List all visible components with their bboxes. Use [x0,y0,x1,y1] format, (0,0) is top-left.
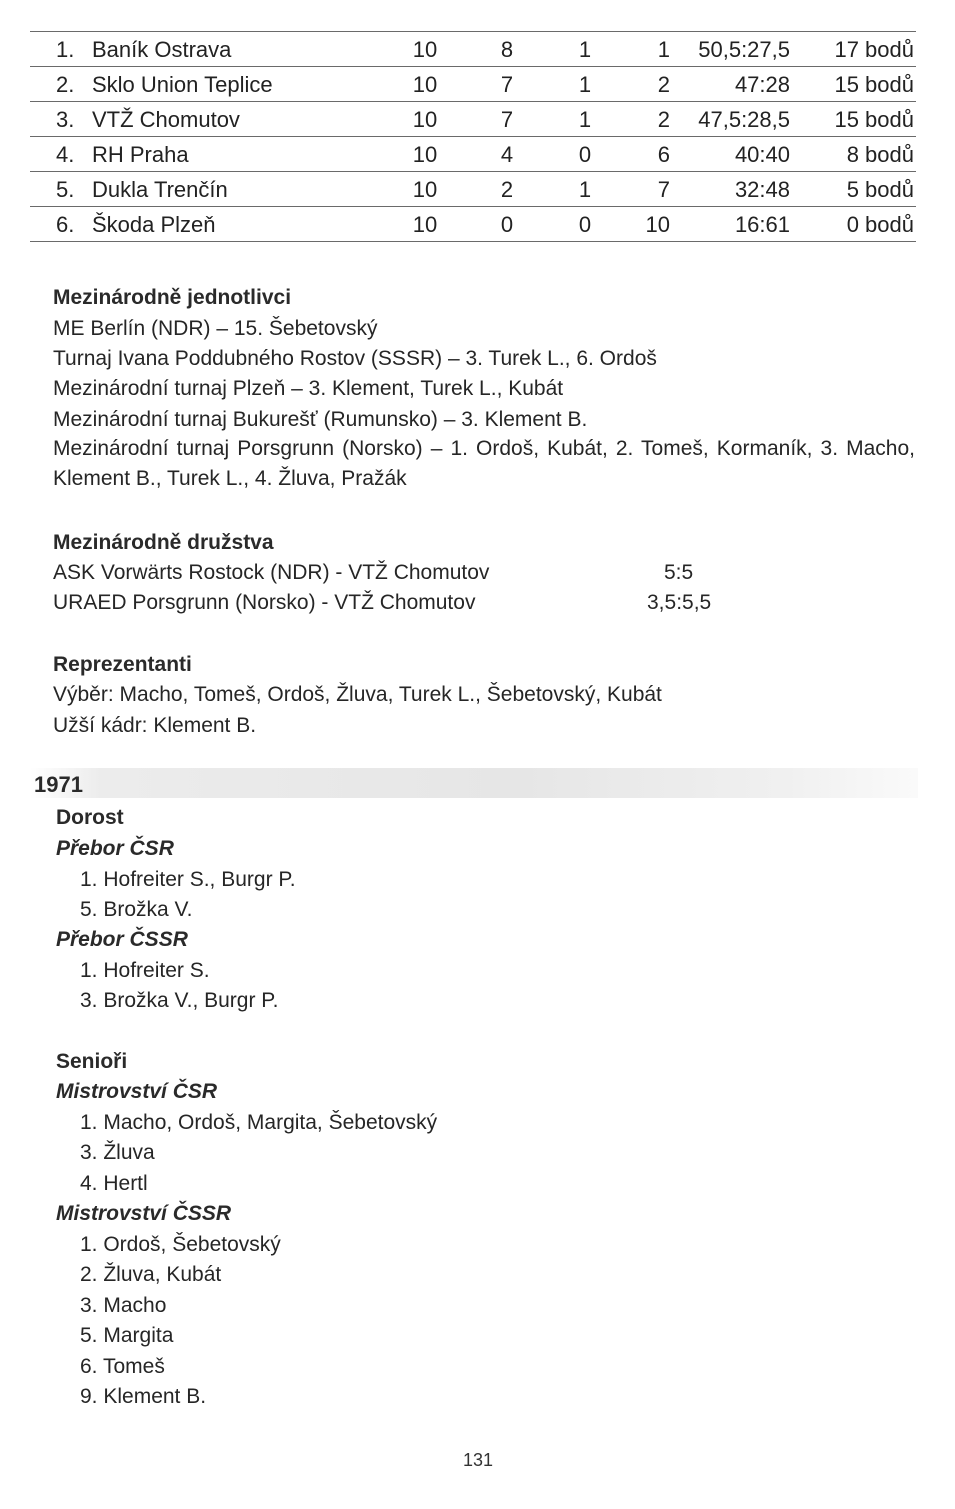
result-item: 3. Brožka V., Burgr P. [80,989,279,1012]
seniors-csr-title: Mistrovství ČSR [56,1080,218,1103]
result-item: 9. Klement B. [80,1385,207,1408]
wins-cell: 4 [500,142,514,167]
matches-cell: 10 [412,177,438,202]
page-number: 131 [463,1450,494,1470]
draws-cell: 1 [578,37,592,62]
result-item: 1. Hofreiter S. [80,959,210,982]
juniors-csr-title: Přebor ČSR [56,837,174,860]
porsgrunn-result-paragraph: Mezinárodní turnaj Porsgrunn (Norsko) – 1. Ordoš, Kubát, 2. Tomeš, Kormaník, 3. Macho, Klement B., Turek L., 4. Žluva, Pražák [53,437,915,490]
wins-cell: 7 [500,107,514,132]
losses-cell: 6 [657,142,670,167]
points-cell: 8 bodů [846,142,914,167]
matches-cell: 10 [412,107,438,132]
matches-cell: 10 [412,142,438,167]
score-cell: 47:28 [734,72,790,97]
result-item: 6. Tomeš [80,1355,165,1378]
team-cell: VTŽ Chomutov [92,107,240,132]
losses-cell: 7 [657,177,670,202]
rank-cell: 1. [56,37,75,62]
draws-cell: 1 [578,107,592,132]
rank-cell: 2. [56,72,75,97]
draws-cell: 1 [578,177,592,202]
individual-result-line: Turnaj Ivana Poddubného Rostov (SSSR) – 3. Turek L., 6. Ordoš [53,347,657,370]
result-item: 2. Žluva, Kubát [80,1263,222,1286]
draws-cell: 1 [578,72,592,97]
score-cell: 50,5:27,5 [698,37,790,62]
rank-cell: 4. [56,142,75,167]
result-item: 5. Margita [80,1324,174,1347]
losses-cell: 1 [657,37,670,62]
losses-cell: 2 [657,107,670,132]
representatives-heading: Reprezentanti [53,653,192,676]
matches-cell: 10 [412,37,438,62]
result-item: 4. Hertl [80,1172,148,1195]
result-item: 3. Macho [80,1294,167,1317]
juniors-heading: Dorost [56,806,124,829]
individual-result-line: Mezinárodní turnaj Bukurešť (Rumunsko) – 3. Klement B. [53,408,588,431]
team-match-label: ASK Vorwärts Rostock (NDR) - VTŽ Chomutov [53,561,490,584]
result-item: 5. Brožka V. [80,898,193,921]
losses-cell: 2 [657,72,670,97]
team-cell: Dukla Trenčín [92,177,228,202]
wins-cell: 2 [500,177,514,202]
wins-cell: 8 [500,37,514,62]
table-row [30,67,916,102]
team-cell: Škoda Plzeň [92,212,216,237]
score-cell: 32:48 [734,177,790,202]
draws-cell: 0 [578,212,592,237]
result-item: 1. Ordoš, Šebetovský [80,1233,281,1256]
standings-table [30,31,916,242]
points-cell: 15 bodů [834,72,914,97]
wins-cell: 0 [500,212,514,237]
teams-heading: Mezinárodně družstva [53,531,274,554]
points-cell: 15 bodů [834,107,914,132]
draws-cell: 0 [578,142,592,167]
table-row [30,102,916,137]
seniors-cssr-title: Mistrovství ČSSR [56,1202,232,1225]
matches-cell: 10 [412,72,438,97]
juniors-cssr-title: Přebor ČSSR [56,928,188,951]
points-cell: 17 bodů [834,37,914,62]
year-band [30,768,918,798]
table-row [30,137,916,172]
result-item: 1. Macho, Ordoš, Margita, Šebetovský [80,1111,438,1134]
result-item: 1. Hofreiter S., Burgr P. [80,868,296,891]
representatives-squad: Užší kádr: Klement B. [53,714,257,737]
wins-cell: 7 [500,72,514,97]
points-cell: 0 bodů [846,212,914,237]
rank-cell: 3. [56,107,75,132]
score-cell: 16:61 [734,212,790,237]
team-cell: RH Praha [92,142,189,167]
rank-cell: 6. [56,212,75,237]
team-match-label: URAED Porsgrunn (Norsko) - VTŽ Chomutov [53,591,476,614]
score-cell: 40:40 [734,142,790,167]
score-cell: 47,5:28,5 [698,107,790,132]
individuals-heading: Mezinárodně jednotlivci [53,286,292,309]
team-match-result: 3,5:5,5 [647,591,712,614]
seniors-heading: Senioři [56,1050,128,1073]
team-cell: Baník Ostrava [92,37,232,62]
table-row [30,207,916,242]
table-row [30,172,916,207]
points-cell: 5 bodů [846,177,914,202]
individual-result-line: ME Berlín (NDR) – 15. Šebetovský [53,317,378,340]
rank-cell: 5. [56,177,75,202]
year-heading: 1971 [34,772,83,797]
team-match-result: 5:5 [664,561,694,584]
team-cell: Sklo Union Teplice [92,72,273,97]
result-item: 3. Žluva [80,1141,155,1164]
individual-result-line: Mezinárodní turnaj Plzeň – 3. Klement, Turek L., Kubát [53,377,564,400]
matches-cell: 10 [412,212,438,237]
losses-cell: 10 [645,212,670,237]
representatives-selection: Výběr: Macho, Tomeš, Ordoš, Žluva, Turek L., Šebetovský, Kubát [53,683,662,706]
table-row [30,32,916,67]
